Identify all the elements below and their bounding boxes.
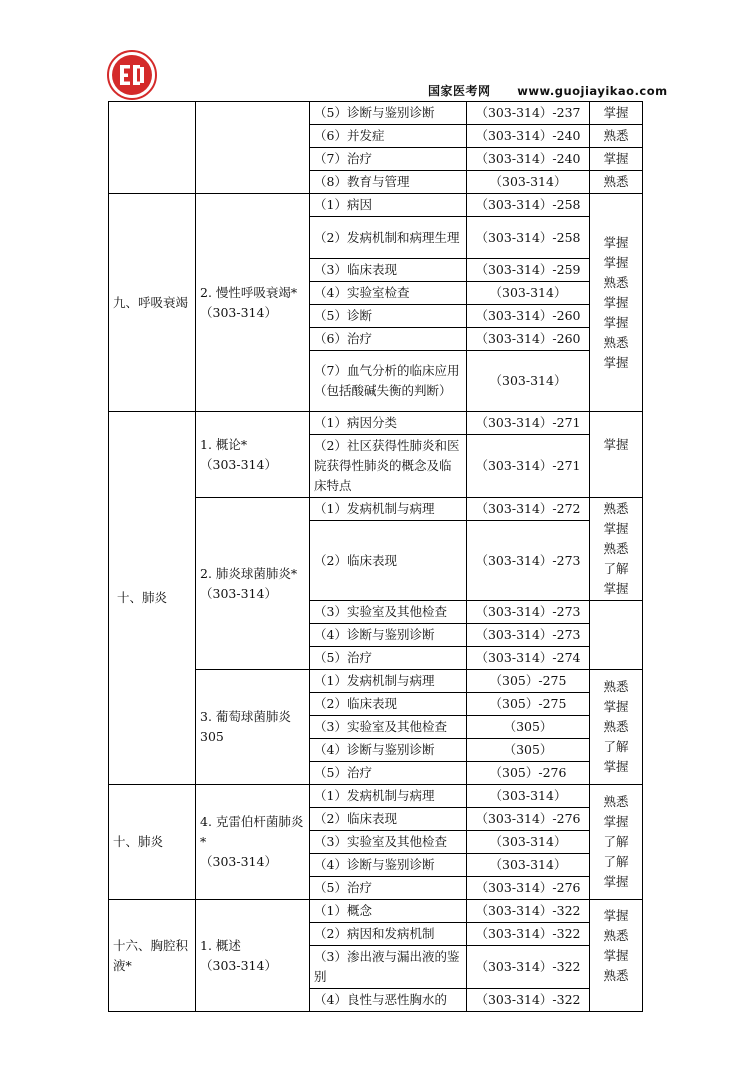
section-reference: （303-314）	[200, 854, 277, 869]
reference-cell: （305）-276	[467, 762, 590, 785]
requirement-level: 熟悉	[603, 679, 629, 694]
item-cell: （2）临床表现	[310, 693, 467, 716]
chapter-cell: 十六、胸腔积液*	[109, 900, 196, 1012]
requirement-list	[594, 792, 638, 892]
reference-cell: （303-314）	[467, 854, 590, 877]
item-cell: （1）病因分类	[310, 412, 467, 435]
table-row	[109, 785, 643, 808]
item-cell: （7）血气分析的临床应用（包括酸碱失衡的判断）	[310, 351, 467, 412]
section-title: 1. 概论*	[200, 436, 248, 452]
reference-cell: （305）-275	[467, 670, 590, 693]
item-cell: （1）概念	[310, 900, 467, 923]
item-cell: （1）病因	[310, 194, 467, 217]
section-title: 4. 克雷伯杆菌肺炎*	[200, 814, 304, 849]
requirement-level: 熟悉	[603, 334, 629, 350]
item-cell: （2）社区获得性肺炎和医院获得性肺炎的概念及临床特点	[310, 435, 467, 498]
requirement-level: 掌握	[603, 581, 629, 596]
reference-cell: （303-314）-276	[467, 877, 590, 900]
requirement-level: 掌握	[603, 947, 629, 963]
requirement-list	[594, 435, 638, 475]
reference-cell: （303-314）-271	[467, 412, 590, 435]
item-cell: （3）临床表现	[310, 259, 467, 282]
section-cell	[196, 102, 310, 194]
item-cell: （5）诊断与鉴别诊断	[310, 102, 467, 125]
requirement-cell	[590, 785, 643, 900]
reference-cell: （303-314）-258	[467, 217, 590, 259]
reference-cell: （303-314）-237	[467, 102, 590, 125]
reference-cell: （303-314）	[467, 831, 590, 854]
reference-cell: （303-314）-322	[467, 900, 590, 923]
syllabus-table	[108, 101, 643, 1012]
guojiayikao-logo	[107, 50, 157, 100]
item-cell: （2）临床表现	[310, 521, 467, 601]
reference-cell: （303-314）-322	[467, 923, 590, 946]
reference-cell: （303-314）	[467, 282, 590, 305]
table-row	[109, 900, 643, 923]
reference-cell: （303-314）-259	[467, 259, 590, 282]
reference-cell: （303-314）-273	[467, 624, 590, 647]
requirement-cell	[590, 900, 643, 1012]
requirement-cell	[590, 498, 643, 601]
item-cell: （6）治疗	[310, 328, 467, 351]
requirement-level: 熟悉	[603, 719, 629, 734]
item-cell: （1）发病机制与病理	[310, 785, 467, 808]
item-cell: （2）临床表现	[310, 808, 467, 831]
item-cell: （6）并发症	[310, 125, 467, 148]
section-cell	[196, 498, 310, 670]
reference-cell: （303-314）	[467, 351, 590, 412]
requirement-list	[594, 677, 638, 777]
item-cell: （3）实验室及其他检查	[310, 831, 467, 854]
section-cell	[196, 412, 310, 498]
requirement-level: 熟悉	[603, 967, 629, 983]
reference-cell: （303-314）	[467, 785, 590, 808]
item-cell: （3）实验室及其他检查	[310, 601, 467, 624]
table-row	[109, 102, 643, 125]
requirement-cell-empty	[590, 601, 643, 670]
item-cell: （4）诊断与鉴别诊断	[310, 624, 467, 647]
section-reference: 305	[200, 729, 224, 744]
table-row	[109, 194, 643, 217]
reference-cell: （303-314）-258	[467, 194, 590, 217]
chapter-cell: 九、呼吸衰竭	[109, 194, 196, 412]
section-title: 2. 慢性呼吸衰竭*	[200, 284, 298, 300]
table-row	[109, 412, 643, 435]
requirement-list	[594, 499, 638, 599]
item-cell: （5）治疗	[310, 762, 467, 785]
item-cell: （7）治疗	[310, 148, 467, 171]
item-cell: （5）诊断	[310, 305, 467, 328]
requirement-level: 掌握	[603, 234, 629, 250]
section-title: 1. 概述	[200, 937, 241, 953]
section-reference: （303-314）	[200, 957, 277, 973]
item-cell: （1）发病机制与病理	[310, 670, 467, 693]
requirement-level: 熟悉	[603, 927, 629, 943]
requirement-level: 掌握	[603, 699, 629, 714]
item-cell: （5）治疗	[310, 647, 467, 670]
chapter-cell: 十、肺炎	[109, 785, 196, 900]
reference-cell: （303-314）-240	[467, 148, 590, 171]
requirement-level: 掌握	[603, 294, 629, 310]
reference-cell: （303-314）-260	[467, 305, 590, 328]
section-reference: （303-314）	[200, 304, 277, 320]
requirement-level: 掌握	[603, 874, 629, 889]
item-cell: （3）渗出液与漏出液的鉴别	[310, 946, 467, 989]
reference-cell: （305）-275	[467, 693, 590, 716]
requirement-level: 熟悉	[603, 541, 629, 556]
requirement-level: 了解	[603, 834, 629, 849]
reference-cell: （303-314）-273	[467, 601, 590, 624]
requirement-level: 掌握	[603, 907, 629, 923]
requirement-level: 掌握	[603, 521, 629, 536]
requirement-cell: 熟悉	[590, 125, 643, 148]
section-title: 2. 肺炎球菌肺炎*	[200, 565, 298, 581]
reference-cell: （303-314）-240	[467, 125, 590, 148]
section-reference: （303-314）	[200, 585, 277, 601]
reference-cell: （303-314）-322	[467, 946, 590, 989]
requirement-level: 掌握	[603, 354, 629, 370]
reference-cell: （303-314）-271	[467, 435, 590, 498]
item-cell: （4）诊断与鉴别诊断	[310, 739, 467, 762]
reference-cell: （305）	[467, 716, 590, 739]
reference-cell: （303-314）	[467, 171, 590, 194]
item-cell: （5）治疗	[310, 877, 467, 900]
item-cell: （2）病因和发病机制	[310, 923, 467, 946]
item-cell: （4）诊断与鉴别诊断	[310, 854, 467, 877]
requirement-list	[594, 906, 638, 1006]
item-cell: （3）实验室及其他检查	[310, 716, 467, 739]
section-cell	[196, 670, 310, 785]
requirement-cell: 掌握	[590, 102, 643, 125]
requirement-cell	[590, 670, 643, 785]
requirement-level: 掌握	[603, 814, 629, 829]
requirement-level: 了解	[603, 854, 629, 869]
requirement-level: 掌握	[603, 759, 629, 774]
reference-cell: （303-314）-276	[467, 808, 590, 831]
reference-cell: （305）	[467, 739, 590, 762]
reference-cell: （303-314）-272	[467, 498, 590, 521]
reference-cell: （303-314）-274	[467, 647, 590, 670]
section-cell	[196, 194, 310, 412]
site-url[interactable]: www.guojiayikao.com	[517, 84, 668, 98]
requirement-level: 熟悉	[603, 794, 629, 809]
requirement-level: 掌握	[603, 254, 629, 270]
requirement-level: 了解	[603, 561, 629, 576]
requirement-level: 掌握	[603, 314, 629, 330]
item-cell: （1）发病机制与病理	[310, 498, 467, 521]
item-cell: （4）良性与恶性胸水的	[310, 989, 467, 1012]
section-reference: （303-314）	[200, 456, 277, 472]
item-cell: （8）教育与管理	[310, 171, 467, 194]
requirement-cell	[590, 412, 643, 498]
item-cell: （4）实验室检查	[310, 282, 467, 305]
section-cell	[196, 785, 310, 900]
requirement-cell: 掌握	[590, 148, 643, 171]
requirement-level: 了解	[603, 739, 629, 754]
requirement-level: 掌握	[603, 436, 629, 452]
requirement-cell	[590, 194, 643, 412]
requirement-cell: 熟悉	[590, 171, 643, 194]
chapter-cell	[109, 102, 196, 194]
item-cell: （2）发病机制和病理生理	[310, 217, 467, 259]
chapter-cell: 十、肺炎	[109, 412, 196, 785]
reference-cell: （303-314）-260	[467, 328, 590, 351]
requirement-level: 熟悉	[603, 501, 629, 516]
section-cell	[196, 900, 310, 1012]
requirement-list	[594, 233, 638, 373]
reference-cell: （303-314）-322	[467, 989, 590, 1012]
requirement-level: 熟悉	[603, 274, 629, 290]
site-name: 国家医考网	[428, 84, 491, 98]
section-title: 3. 葡萄球菌肺炎	[200, 709, 291, 724]
reference-cell: （303-314）-273	[467, 521, 590, 601]
site-header	[428, 82, 668, 99]
